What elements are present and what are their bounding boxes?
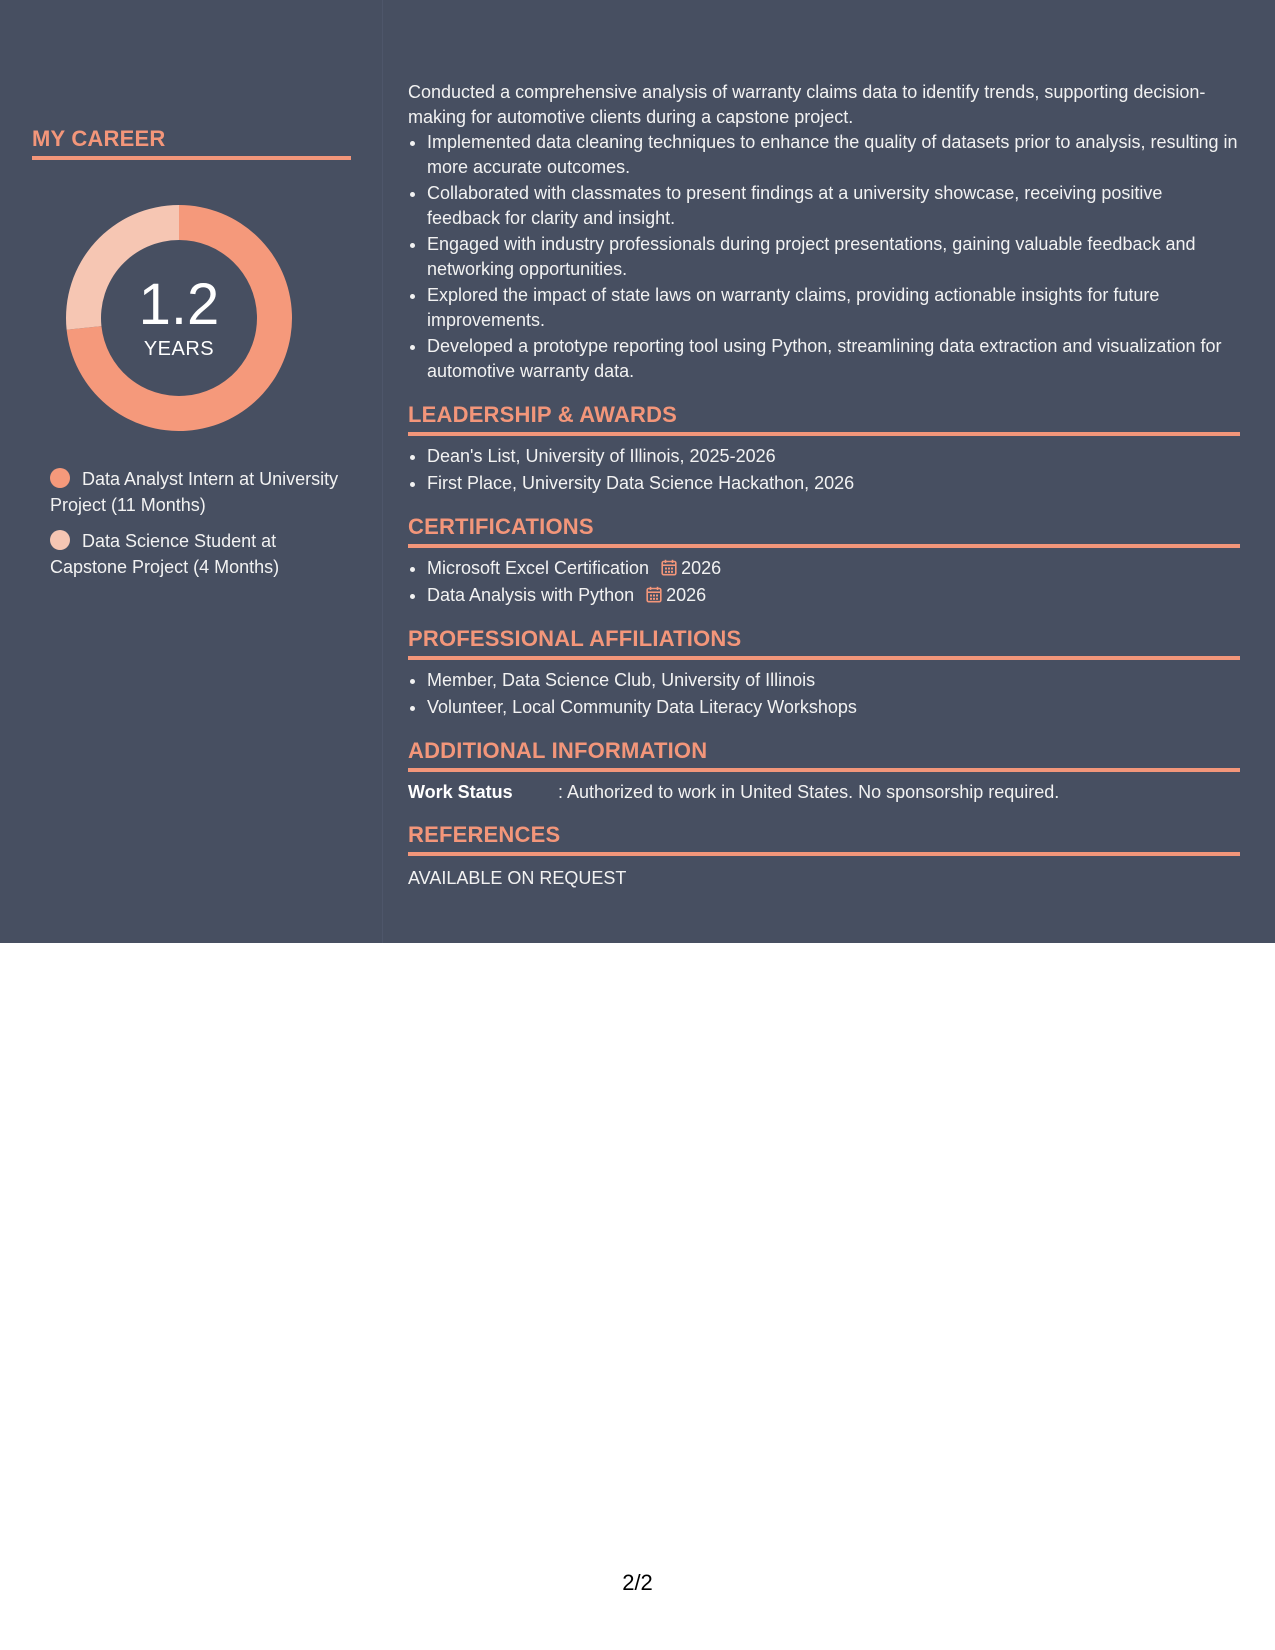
list-item: • Developed a prototype reporting tool using Python, streamlining data extraction and visualization for automotive warranty data. <box>427 334 1240 384</box>
list-item: • Implemented data cleaning techniques to enhance the quality of datasets prior to analysis, resulting in more accurate outcomes. <box>427 130 1240 180</box>
career-years-unit: YEARS <box>143 337 215 360</box>
donut-center <box>66 205 292 431</box>
certification-name: Microsoft Excel Certification <box>427 558 650 578</box>
calendar-icon <box>646 586 662 603</box>
leadership-section <box>408 402 1240 496</box>
experience-intro: Conducted a comprehensive analysis of warranty claims data to identify trends, supporting decision-making for automotive clients during a capstone project. <box>408 82 1206 127</box>
references-section <box>408 822 1240 890</box>
calendar-icon <box>661 559 677 576</box>
certification-year: 2026 <box>666 585 707 605</box>
list-item: • Engaged with industry professionals during project presentations, gaining valuable feedback and networking opportunities. <box>427 232 1240 282</box>
legend-label: Data Analyst Intern at University Project (11 Months) <box>50 469 339 515</box>
additional-title: ADDITIONAL INFORMATION <box>408 738 1240 772</box>
list-item: • Collaborated with classmates to present findings at a university showcase, receiving positive feedback for clarity and insight. <box>427 181 1240 231</box>
list-item: • Explored the impact of state laws on warranty claims, providing actionable insights for future improvements. <box>427 283 1240 333</box>
references-text: AVAILABLE ON REQUEST <box>408 868 627 888</box>
sidebar <box>0 0 383 943</box>
leadership-list <box>408 444 1240 496</box>
list-item: • Member, Data Science Club, University of Illinois <box>427 668 1240 693</box>
experience-bullets <box>408 130 1240 384</box>
certifications-list <box>408 556 1240 608</box>
work-status-label: Work Status <box>408 782 513 802</box>
additional-section <box>408 738 1240 804</box>
certification-year: 2026 <box>681 558 722 578</box>
certification-name: Data Analysis with Python <box>427 585 635 605</box>
career-legend <box>50 466 350 590</box>
list-item <box>427 583 1240 608</box>
main-content <box>408 80 1240 890</box>
affiliations-list <box>408 668 1240 720</box>
list-item: • First Place, University Data Science Hackathon, 2026 <box>427 471 1240 496</box>
certifications-title: CERTIFICATIONS <box>408 514 1240 548</box>
legend-item-role-2 <box>50 528 350 580</box>
work-status-row <box>408 780 1240 804</box>
list-item <box>427 556 1240 581</box>
leadership-title: LEADERSHIP & AWARDS <box>408 402 1240 436</box>
career-title: MY CAREER <box>32 126 351 160</box>
list-item: • Dean's List, University of Illinois, 2025-2026 <box>427 444 1240 469</box>
work-status-value: : Authorized to work in United States. No sponsorship required. <box>558 782 1060 802</box>
affiliations-section <box>408 626 1240 720</box>
list-item: • Volunteer, Local Community Data Literacy Workshops <box>427 695 1240 720</box>
affiliations-title: PROFESSIONAL AFFILIATIONS <box>408 626 1240 660</box>
page-number: 2/2 <box>622 1570 653 1595</box>
certifications-section <box>408 514 1240 608</box>
legend-dot-secondary <box>50 530 70 550</box>
legend-item-role-1 <box>50 466 350 518</box>
references-title: REFERENCES <box>408 822 1240 856</box>
legend-label: Data Science Student at Capstone Project (4 Months) <box>50 531 280 577</box>
career-donut-chart <box>66 205 292 431</box>
career-years-value: 1.2 <box>138 271 220 337</box>
legend-dot-primary <box>50 468 70 488</box>
